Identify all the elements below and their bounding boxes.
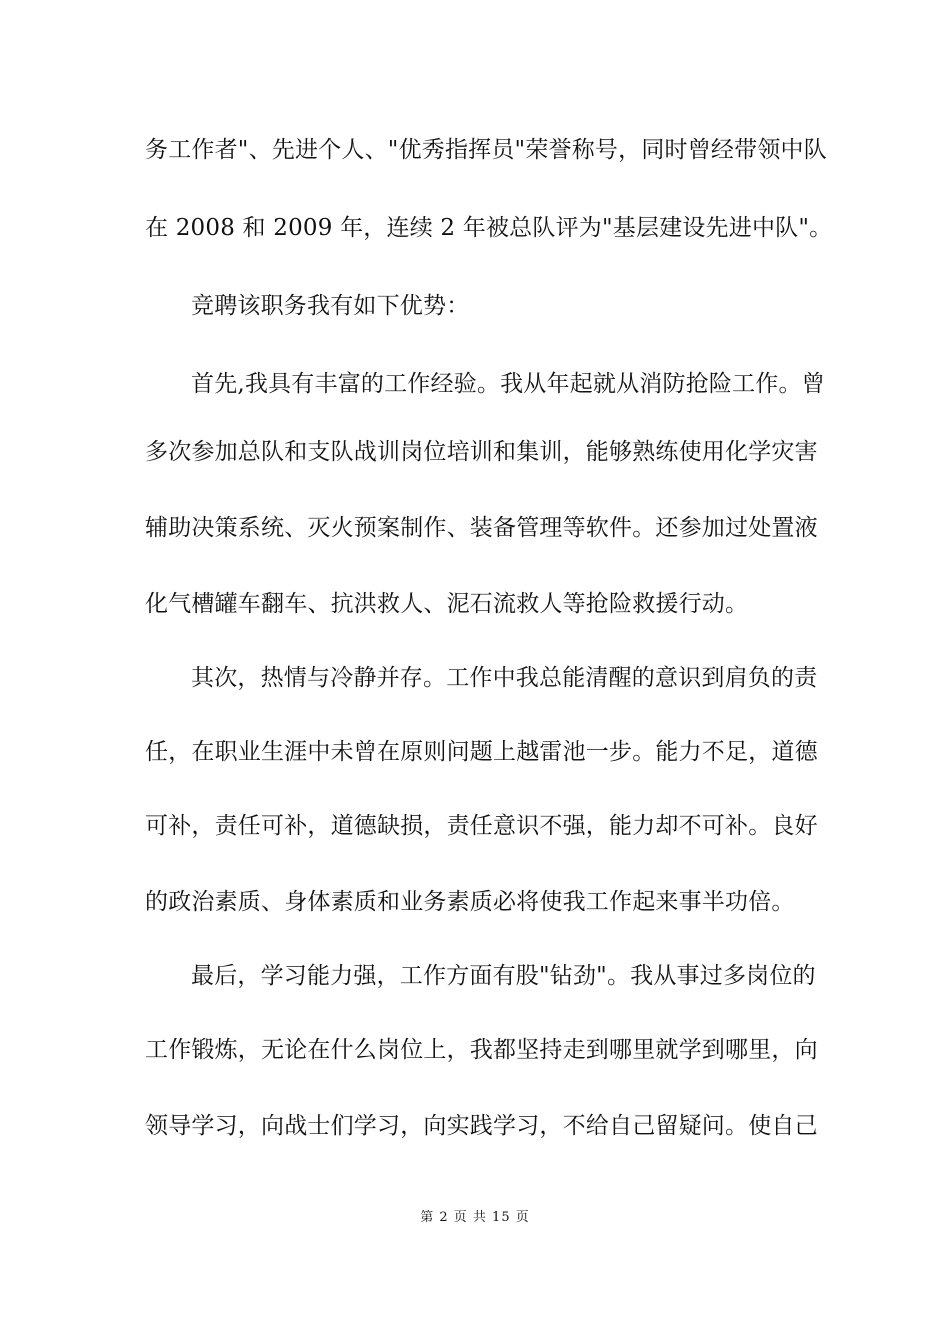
text-line: 务工作者"、先进个人、"优秀指挥员"荣誉称号，同时曾经带领中队 bbox=[145, 137, 827, 163]
paragraph-first-line: 竞聘该职务我有如下优势： bbox=[191, 293, 470, 319]
paragraph-first-line: 其次，热情与冷静并存。工作中我总能清醒的意识到肩负的责 bbox=[191, 665, 818, 691]
text-line: 化气槽罐车翻车、抗洪救人、泥石流救人等抢险救援行动。 bbox=[145, 591, 749, 617]
text-line: 多次参加总队和支队战训岗位培训和集训，能够熟练使用化学灾害 bbox=[145, 439, 818, 465]
text-line: 工作锻炼，无论在什么岗位上，我都坚持走到哪里就学到哪里，向 bbox=[145, 1037, 818, 1063]
page-number-footer: 第 2 页 共 15 页 bbox=[420, 1210, 530, 1225]
paragraph-first-line: 首先,我具有丰富的工作经验。我从年起就从消防抢险工作。曾 bbox=[191, 371, 825, 397]
text-line: 领导学习，向战士们学习，向实践学习，不给自己留疑问。使自己 bbox=[145, 1113, 818, 1139]
paragraph-first-line: 最后，学习能力强，工作方面有股"钻劲"。我从事过多岗位的 bbox=[191, 963, 816, 989]
text-line: 在 2008 和 2009 年，连续 2 年被总队评为"基层建设先进中队"。 bbox=[145, 215, 833, 241]
text-line: 辅助决策系统、灭火预案制作、装备管理等软件。还参加过处置液 bbox=[145, 515, 818, 541]
text-line: 任，在职业生涯中未曾在原则问题上越雷池一步。能力不足，道德 bbox=[145, 739, 818, 765]
text-line: 可补，责任可补，道德缺损，责任意识不强，能力却不可补。良好 bbox=[145, 813, 818, 839]
text-line: 的政治素质、身体素质和业务素质必将使我工作起来事半功倍。 bbox=[145, 889, 795, 915]
